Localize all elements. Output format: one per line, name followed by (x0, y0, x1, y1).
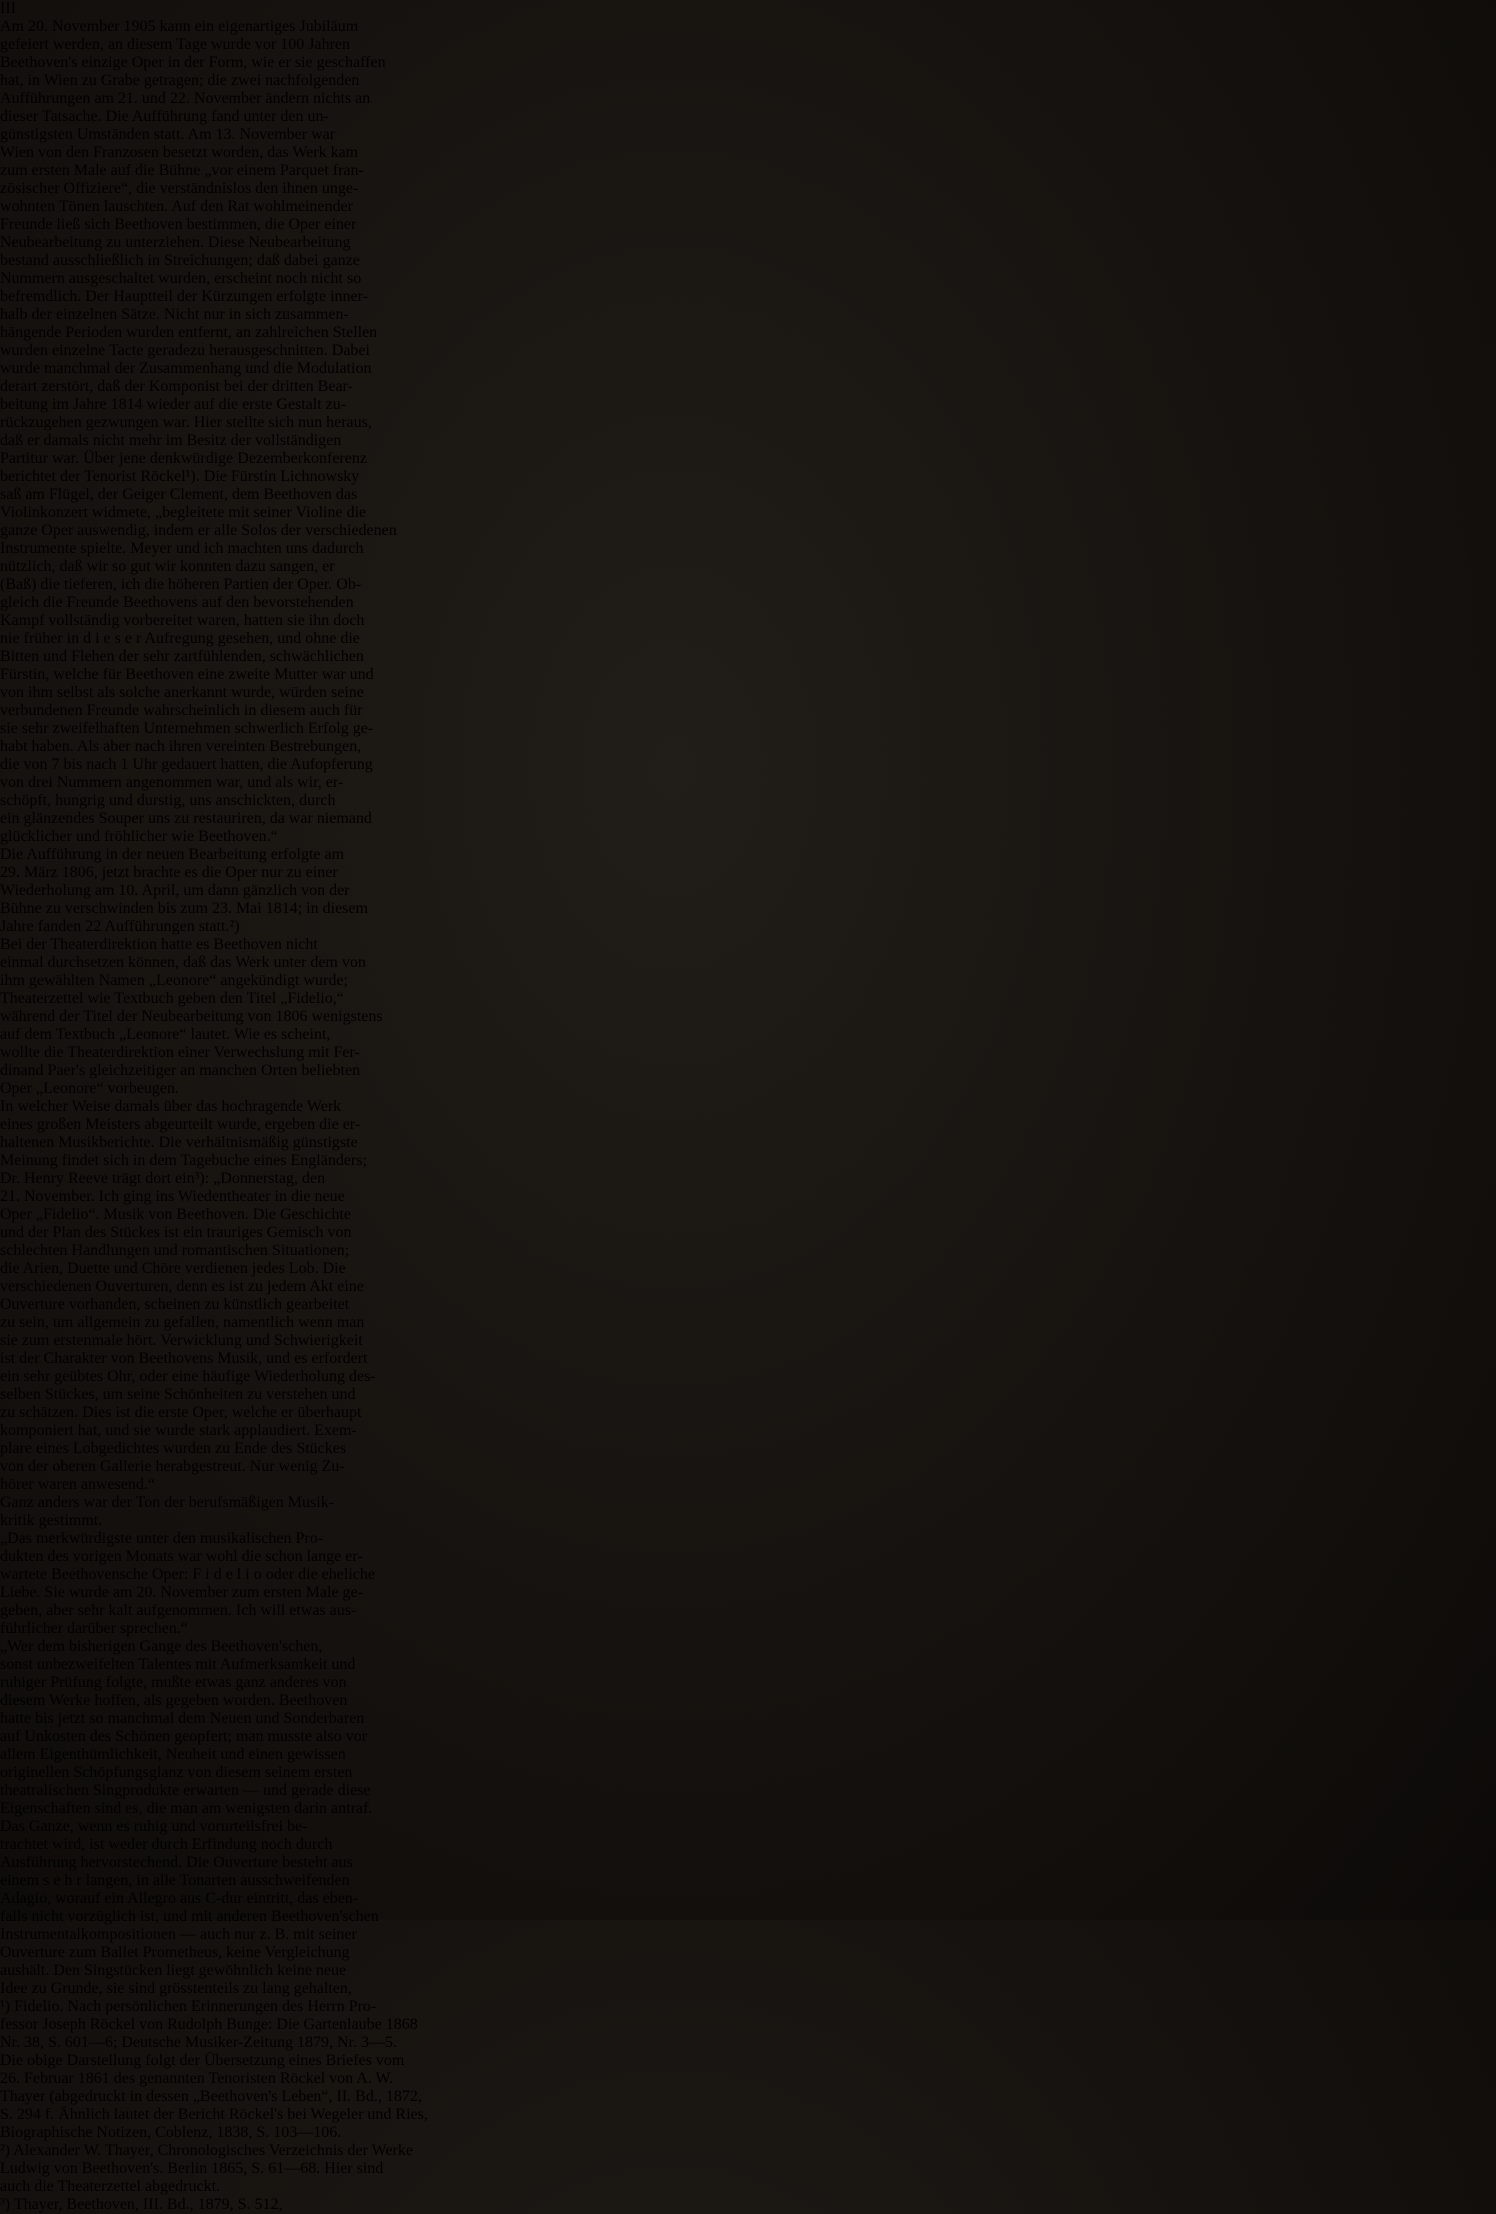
text-line: daß er damals nicht mehr im Besitz der vollständigen (0, 432, 342, 449)
text-line: „Das merkwürdigste unter den musikalischen Pro- (0, 1530, 324, 1547)
text-line: derart zerstört, daß der Komponist bei der dritten Bear- (0, 378, 353, 395)
paragraph (0, 1530, 1496, 1638)
text-line: von drei Nummern angenommen war, und als wir, er- (0, 774, 344, 791)
text-line: zum ersten Male auf die Bühne „vor einem Parquet fran- (0, 162, 364, 179)
text-line: Bühne zu verschwinden bis zum 23. Mai 1814; in diesem (0, 900, 368, 917)
text-line: „Wer dem bisherigen Gange des Beethoven'schen, (0, 1638, 323, 1655)
text-line: In welcher Weise damals über das hochragende Werk (0, 1098, 342, 1115)
text-line: falls nicht vorzüglich ist, und mit anderen Beethoven'schen (0, 1908, 379, 1925)
text-line: Biographische Notizen, Coblenz, 1838, S. 103—106. (0, 2124, 342, 2141)
text-line: (Baß) die tieferen, ich die höheren Partien der Oper. Ob- (0, 576, 362, 593)
paragraph (0, 1638, 1496, 1818)
text-line: Am 20. November 1905 kann ein eigenartiges Jubiläum (0, 18, 359, 35)
text-line: wurde manchmal der Zusammenhang und die Modulation (0, 360, 372, 377)
text-line: Ganz anders war der Ton der berufsmäßigen Musik- (0, 1494, 335, 1511)
text-line: ³) Thayer, Beethoven, III. Bd., 1879, S. 512, (0, 2196, 283, 2213)
text-line: ein sehr geübtes Ohr, oder eine häufige Wiederholung des- (0, 1368, 376, 1385)
text-line: Eigenschaften sind es, die man am wenigsten darin antraf. (0, 1800, 373, 1817)
text-line: Jahre fanden 22 Aufführungen statt.²) (0, 918, 240, 935)
text-line: auf dem Textbuch „Leonore“ lautet. Wie es scheint, (0, 1026, 331, 1043)
text-column-right (0, 936, 1496, 1998)
text-line: ruhiger Prüfung folgte, mußte etwas ganz anderes von (0, 1674, 347, 1691)
text-line: Nr. 38, S. 601—6; Deutsche Musiker-Zeitung 1879, Nr. 3—5. (0, 2034, 397, 2051)
text-line: Wiederholung am 10. April, um dann gänzlich von der (0, 882, 350, 899)
text-line: beitung im Jahre 1814 wieder auf die erste Gestalt zu- (0, 396, 347, 413)
text-line: sie sehr zweifelhaften Unternehmen schwerlich Erfolg ge- (0, 720, 374, 737)
text-line: zu schätzen. Dies ist die erste Oper, welche er überhaupt (0, 1404, 362, 1421)
text-line: zu sein, um allgemein zu gefallen, namentlich wenn man (0, 1314, 365, 1331)
text-line: und der Plan des Stückes ist ein trauriges Gemisch von (0, 1224, 352, 1241)
text-line: halb der einzelnen Sätze. Nicht nur in sich zusammen- (0, 306, 349, 323)
text-line: hat, in Wien zu Grabe getragen; die zwei nachfolgenden (0, 72, 360, 89)
text-line: Meinung findet sich in dem Tagebuche eines Engländers; (0, 1152, 367, 1169)
text-line: Kampf vollständig vorbereitet waren, hatten sie ihn doch (0, 612, 365, 629)
text-line: habt haben. Als aber nach ihren vereinten Bestrebungen, (0, 738, 362, 755)
footnotes-right (0, 2196, 1496, 2214)
page-number: III (0, 0, 16, 17)
text-line: berichtet der Tenorist Röckel¹). Die Fürstin Lichnowsky (0, 468, 360, 485)
paragraph (0, 1494, 1496, 1530)
text-line: einem s e h r langen, in alle Tonarten ausschweifenden (0, 1872, 350, 1889)
text-line: günstigsten Umständen statt. Am 13. November war (0, 126, 336, 143)
paragraph (0, 1998, 1496, 2142)
text-line: 29. März 1806, jetzt brachte es die Oper nur zu einer (0, 864, 338, 881)
text-line: Nummern ausgeschaltet wurden, erscheint noch nicht so (0, 270, 362, 287)
text-line: Die Aufführung in der neuen Bearbeitung erfolgte am (0, 846, 345, 863)
text-line: ²) Alexander W. Thayer, Chronologisches Verzeichnis der Werke (0, 2142, 413, 2159)
text-line: wollte die Theaterdirektion einer Verwechslung mit Fer- (0, 1044, 360, 1061)
paragraph (0, 2196, 1496, 2214)
text-line: glücklicher und fröhlicher wie Beethoven.“ (0, 828, 278, 845)
text-line: 21. November. Ich ging ins Wiedentheater in die neue (0, 1188, 345, 1205)
text-line: wohnten Tönen lauschten. Auf den Rat wohlmeinender (0, 198, 353, 215)
text-line: Idee zu Grunde, sie sind grösstenteils zu lang gehalten, (0, 1980, 352, 1997)
text-line: auch die Theaterzettel abgedruckt. (0, 2178, 221, 2195)
text-line: Aufführungen am 21. und 22. November ändern nichts an (0, 90, 371, 107)
text-line: befremdlich. Der Hauptteil der Kürzungen erfolgte inner- (0, 288, 368, 305)
text-line: allem Eigenthümlichkeit, Neuheit und einen gewissen (0, 1746, 346, 1763)
text-line: Oper „Fidelio“. Musik von Beethoven. Die Geschichte (0, 1206, 352, 1223)
text-line: trachtet wird, ist weder durch Erfindung noch durch (0, 1836, 333, 1853)
text-line: Wien von den Franzosen besetzt worden, das Werk kam (0, 144, 359, 161)
text-line: Adagio, worauf ein Allegro aus C-dur eintritt, das eben- (0, 1890, 359, 1907)
text-line: Ludwig von Beethoven's. Berlin 1865, S. 61—68. Hier sind (0, 2160, 384, 2177)
text-line: saß am Flügel, der Geiger Clement, dem Beethoven das (0, 486, 358, 503)
book-spine-edge-top (0, 20, 124, 37)
text-line: ihm gewählten Namen „Leonore“ angekündigt wurde; (0, 972, 348, 989)
paragraph (0, 1818, 1496, 1998)
text-line: schlechten Handlungen und romantischen Situationen; (0, 1242, 350, 1259)
text-line: Partitur war. Über jene denkwürdige Dezemberkonferenz (0, 450, 367, 467)
paragraph (0, 2142, 1496, 2196)
text-line: plare eines Lobgedichtes wurden zu Ende des Stückes (0, 1440, 347, 1457)
text-line: ein glänzendes Souper uns zu restauriren, da war niemand (0, 810, 372, 827)
text-line: originellen Schöpfungsglanz von diesem seinem ersten (0, 1764, 353, 1781)
text-line: von ihm selbst als solche anerkannt wurde, würden seine (0, 684, 364, 701)
text-line: Ouverture vorhanden, scheinen zu künstlich gearbeitet (0, 1296, 350, 1313)
text-line: rückzugehen gezwungen war. Hier stellte sich nun heraus, (0, 414, 372, 431)
text-line: Fürstin, welche für Beethoven eine zweite Mutter war und (0, 666, 374, 683)
text-line: nützlich, daß wir so gut wir konnten dazu sangen, er (0, 558, 335, 575)
text-line: ganze Oper auswendig, indem er alle Solos der verschiedenen (0, 522, 397, 539)
text-line: Instrumentalkompositionen — auch nur z. B. mit seiner (0, 1926, 357, 1943)
text-line: selben Stückes, um seine Schönheiten zu verstehen und (0, 1386, 356, 1403)
text-line: Freunde ließ sich Beethoven bestimmen, die Oper einer (0, 216, 357, 233)
text-line: ist der Charakter von Beethovens Musik, und es erfordert (0, 1350, 368, 1367)
text-line: Thayer (abgedruckt in dessen „Beethoven's Leben“, II. Bd., 1872, (0, 2088, 422, 2105)
text-line: hängende Perioden wurden entfernt, an zahlreichen Stellen (0, 324, 378, 341)
text-line: von der oberen Gallerie herabgestreut. Nur wenig Zu- (0, 1458, 345, 1475)
text-line: Ausführung hervorstechend. Die Ouverture besteht aus (0, 1854, 353, 1871)
text-line: wartete Beethovensche Oper: F i d e l i o oder die eheliche (0, 1566, 375, 1583)
text-line: wurden einzelne Tacte geradezu herausgeschnitten. Dabei (0, 342, 370, 359)
text-line: verschiedenen Ouverturen, denn es ist zu jedem Akt eine (0, 1278, 364, 1295)
text-line: hörer waren anwesend.“ (0, 1476, 156, 1493)
text-line: S. 294 f. Ähnlich lautet der Bericht Röckel's bei Wegeler und Ries, (0, 2106, 428, 2123)
text-line: Die obige Darstellung folgt der Übersetzung eines Briefes vom (0, 2052, 405, 2069)
text-line: die Arien, Duette und Chöre verdienen jedes Lob. Die (0, 1260, 346, 1277)
text-line: 26. Februar 1861 des genannten Tenoristen Röckel von A. W. (0, 2070, 394, 2087)
text-line: Dr. Henry Reeve trägt dort ein³): „Donnerstag, den (0, 1170, 326, 1187)
text-line: Bei der Theaterdirektion hatte es Beethoven nicht (0, 936, 318, 953)
text-line: einmal durchsetzen können, daß das Werk unter dem von (0, 954, 366, 971)
text-line: komponiert hat, und sie wurde stark applaudiert. Exem- (0, 1422, 357, 1439)
paragraph (0, 846, 1496, 936)
text-line: haltenen Musikberichte. Die verhältnismäßig günstigste (0, 1134, 358, 1151)
text-line: bestand ausschließlich in Streichungen; daß dabei ganze (0, 252, 360, 269)
text-line: Violinkonzert widmete, „begleitete mit seiner Violine die (0, 504, 367, 521)
text-line: hatte bis jetzt so manchmal dem Neuen und Sonderbaren (0, 1710, 365, 1727)
text-line: sie zum erstenmale hört. Verwicklung und Schwierigkeit (0, 1332, 363, 1349)
text-line: eines großen Meisters abgeurteilt wurde, ergeben die er- (0, 1116, 361, 1133)
text-line: Instrumente spielte. Meyer und ich machten uns dadurch (0, 540, 364, 557)
text-line: Theaterzettel wie Textbuch geben den Titel „Fidelio,“ (0, 990, 344, 1007)
text-line: Bitten und Flehen der sehr zartfühlenden, schwächlichen (0, 648, 364, 665)
text-line: aushält. Den Singstücken liegt gewöhnlich keine neue (0, 1962, 347, 1979)
text-line: kritik gestimmt. (0, 1512, 103, 1529)
text-line: gleich die Freunde Beethovens auf den bevorstehenden (0, 594, 354, 611)
text-column-left (0, 18, 1496, 936)
paragraph (0, 936, 1496, 1098)
text-line: Das Ganze, wenn es ruhig und vorurteilsfrei be- (0, 1818, 308, 1835)
text-line: dukten des vorigen Monats war wohl die schon lange er- (0, 1548, 363, 1565)
text-line: Oper „Leonore“ vorbeugen. (0, 1080, 180, 1097)
text-line: während der Titel der Neubearbeitung von 1806 wenigstens (0, 1008, 383, 1025)
text-line: sonst unbezweifelten Talentes mit Aufmerksamkeit und (0, 1656, 356, 1673)
text-line: fessor Joseph Röckel von Rudolph Bunge: Die Gartenlaube 1868 (0, 2016, 418, 2033)
text-line: Neubearbeitung zu unterziehen. Diese Neubearbeitung (0, 234, 351, 251)
text-line: diesem Werke hoffen, als gegeben worden. Beethoven (0, 1692, 348, 1709)
text-line: auf Unkosten des Schönen geopfert; man musste also vor (0, 1728, 368, 1745)
text-line: Liebe. Sie wurde am 20. November zum ersten Male ge- (0, 1584, 363, 1601)
text-line: dinand Paer's gleichzeitiger an manchen Orten beliebten (0, 1062, 361, 1079)
paragraph (0, 1098, 1496, 1494)
footnotes-left (0, 1998, 1496, 2196)
text-line: zösischer Offiziere“, die verständnislos den ihnen unge- (0, 180, 359, 197)
text-line: die von 7 bis nach 1 Uhr gedauert hatten, die Aufopferung (0, 756, 373, 773)
text-line: dieser Tatsache. Die Aufführung fand unter den un- (0, 108, 329, 125)
text-line: Ouverture zum Ballet Prometheus, keine Vergleichung (0, 1944, 350, 1961)
text-line: nie früher in d i e s e r Aufregung gesehen, und ohne die (0, 630, 360, 647)
text-line: verbundenen Freunde wahrscheinlich in diesem auch für (0, 702, 363, 719)
text-line: ¹) Fidelio. Nach persönlichen Erinnerungen des Herrn Pro- (0, 1998, 377, 2015)
text-line: schöpft, hungrig und durstig, uns anschickten, durch (0, 792, 336, 809)
text-line: führlicher darüber sprechen.“ (0, 1620, 188, 1637)
text-line: Beethoven's einzige Oper in der Form, wie er sie geschaffen (0, 54, 386, 71)
text-line: geben, aber sehr kalt aufgenommen. Ich will etwas aus- (0, 1602, 357, 1619)
text-line: gefeiert werden, an diesem Tage wurde vor 100 Jahren (0, 36, 350, 53)
text-line: theatralischen Singprodukte erwarten — und gerade diese (0, 1782, 371, 1799)
paragraph (0, 18, 1496, 846)
